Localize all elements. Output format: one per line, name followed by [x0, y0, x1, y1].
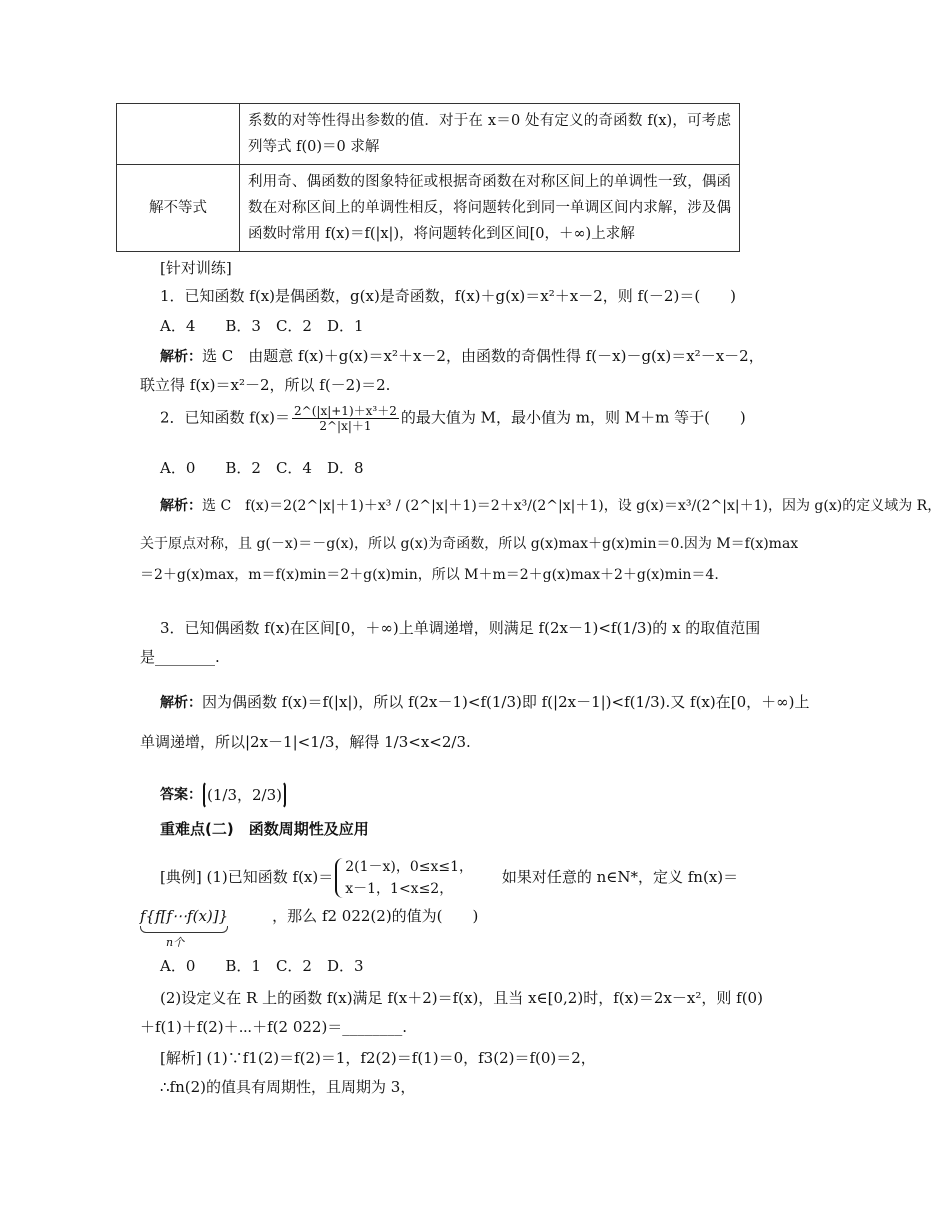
- fraction-denominator: 2^|x|＋1: [319, 419, 372, 433]
- question-2-solution-line-3: ＝2＋g(x)max，m＝f(x)min＝2＋g(x)min，所以 M＋m＝2＋g(x)max＋2＋g(x)min＝4.: [140, 567, 719, 583]
- example-solution-line-2: ∴fn(2)的值具有周期性，且周期为 3，: [160, 1078, 416, 1096]
- solution-text: 选 C f(x)＝2(2^|x|＋1)＋x³ / (2^|x|＋1)＝2＋x³/(2^|x|＋1)，设 g(x)＝x³/(2^|x|＋1)，因为 g(x)的定义域为 R，: [202, 498, 941, 514]
- section-heading: 重难点(二) 函数周期性及应用: [160, 820, 369, 838]
- question-3-answer: [160, 781, 740, 809]
- table-row: [117, 165, 740, 252]
- solution-text: 因为偶函数 f(x)＝f(|x|)，所以 f(2x－1)<f(1/3)即 f(|2x－1|)<f(1/3).又 f(x)在[0，＋∞)上: [202, 693, 810, 711]
- example-tail: ，那么 f2 022(2)的值为( ): [272, 907, 479, 925]
- example-suffix: 如果对任意的 n∈N*，定义 fn(x)＝: [501, 868, 739, 886]
- question-2-stem: [160, 404, 746, 433]
- question-1-solution-line-1: [160, 344, 764, 369]
- nested-expression: f{f[f⋯f(x)]}: [140, 907, 229, 925]
- nested-function: [140, 904, 229, 949]
- table-cell-empty: [117, 104, 240, 165]
- table-cell-text: 系数的对等性得出参数的值．对于在 x＝0 处有定义的奇函数 f(x)，可考虑列等式 f(0)＝0 求解: [240, 104, 740, 165]
- section-tag: [针对训练]: [160, 259, 232, 277]
- example-tag: [典例]: [160, 868, 202, 886]
- piece-2: x－1，1<x≤2，: [345, 881, 454, 897]
- table-row: [117, 104, 740, 165]
- solution-tag: [解析]: [160, 1049, 202, 1067]
- piecewise-function: [333, 856, 473, 900]
- example-prefix: (1)已知函数 f(x)＝: [206, 868, 334, 886]
- solution-text: (1)∵f1(2)＝f(2)＝1，f2(2)＝f(1)＝0，f3(2)＝f(0)＝2，: [206, 1049, 596, 1067]
- solution-text: 选 C 由题意 f(x)＋g(x)＝x²＋x－2，由函数的奇偶性得 f(－x)－g(x)＝x²－x－2，: [202, 347, 764, 365]
- question-3-stem-line-2: 是________.: [140, 648, 220, 666]
- question-3-stem-line-1: 3．已知偶函数 f(x)在区间[0，＋∞)上单调递增，则满足 f(2x－1)<f(1/3)的 x 的取值范围: [160, 619, 761, 637]
- stem-suffix: 的最大值为 M，最小值为 m，则 M＋m 等于( ): [400, 408, 746, 427]
- example-solution-line-1: [160, 1046, 740, 1070]
- answer-interval: (1/3，2/3): [203, 781, 286, 809]
- question-1-options: A．4 B．3 C．2 D．1: [160, 317, 364, 335]
- question-1-solution-line-2: 联立得 f(x)＝x²－2，所以 f(－2)＝2.: [140, 376, 391, 394]
- solution-label: 解析：: [160, 695, 202, 711]
- example-part-1-line-2: [140, 904, 740, 949]
- question-3-solution-line-1: [160, 690, 810, 715]
- table-cell-text: 利用奇、偶函数的图象特征或根据奇函数在对称区间上的单调性一致，偶函数在对称区间上的单调性相反，将问题转化到同一单调区间内求解，涉及偶函数时常用 f(x)＝f(|x|)，将问题转化到区间[0，＋∞)上求解: [240, 165, 740, 252]
- table-cell-label: 解不等式: [117, 165, 240, 252]
- example-options: A．0 B．1 C．2 D．3: [160, 957, 364, 975]
- stem-fraction: [292, 404, 399, 433]
- question-3-solution-line-2: 单调递增，所以|2x－1|<1/3，解得 1/3<x<2/3.: [140, 733, 471, 751]
- question-2-solution-line-1: [160, 494, 941, 518]
- method-table: [116, 103, 740, 252]
- question-2-solution-line-2: 关于原点对称，且 g(－x)＝－g(x)，所以 g(x)为奇函数，所以 g(x)max＋g(x)min＝0.因为 M＝f(x)max: [140, 536, 799, 552]
- fraction-numerator: 2^(|x|+1)＋x³＋2: [294, 404, 397, 418]
- example-part-2-line-2: ＋f(1)＋f(2)＋⋯＋f(2 022)＝________.: [140, 1018, 408, 1036]
- example-part-2-line-1: (2)设定义在 R 上的函数 f(x)满足 f(x＋2)＝f(x)，且当 x∈[0,2)时，f(x)＝2x－x²，则 f(0): [160, 989, 763, 1007]
- underbrace-label: n个: [166, 936, 185, 949]
- solution-label: 解析：: [160, 498, 202, 514]
- stem-prefix: 2．已知函数 f(x)＝: [160, 408, 291, 427]
- piece-1: 2(1－x)，0≤x≤1，: [345, 859, 474, 875]
- solution-label: 解析：: [160, 349, 202, 365]
- example-part-1: [160, 856, 740, 900]
- answer-label: 答案：: [160, 787, 202, 803]
- question-1-stem: 1．已知函数 f(x)是偶函数，g(x)是奇函数，f(x)＋g(x)＝x²＋x－2，则 f(－2)＝( ): [160, 287, 737, 305]
- question-2-options: A．0 B．2 C．4 D．8: [160, 459, 364, 477]
